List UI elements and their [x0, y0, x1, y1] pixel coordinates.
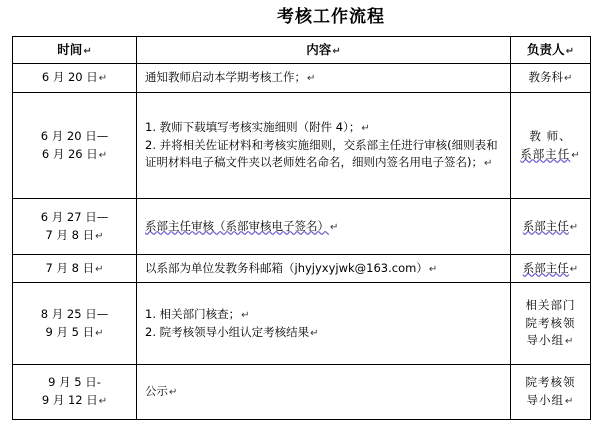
time-cell: 7 月 8 日↵	[13, 255, 137, 283]
list-item: 1. 相关部门核查；↵	[145, 306, 250, 321]
list-item: 1. 教师下载填写考核实施细则（附件 4）；↵	[145, 119, 370, 134]
time-cell: 6 月 20 日↵	[13, 64, 137, 93]
table-row	[13, 93, 591, 199]
content-cell	[137, 93, 511, 199]
time-cell: 8 月 25 日— 9 月 5 日↵	[13, 283, 137, 365]
table-row	[13, 199, 591, 255]
table-row	[13, 283, 591, 365]
owner-cell: 院考核领 导小组↵	[511, 365, 591, 420]
owner-cell: 系部主任↵	[511, 255, 591, 283]
content-cell: 公示↵	[137, 365, 511, 420]
table-row	[13, 64, 591, 93]
list-item: 2. 院考核领导小组认定考核结果↵	[145, 324, 319, 339]
content-cell	[137, 283, 511, 365]
table-row	[13, 365, 591, 420]
owner-cell: 教 师、 系部主任↵	[511, 93, 591, 199]
time-cell: 6 月 20 日— 6 月 26 日↵	[13, 93, 137, 199]
header-time: 时间↵	[13, 37, 137, 64]
header-content: 内容↵	[137, 37, 511, 64]
time-cell: 6 月 27 日— 7 月 8 日↵	[13, 199, 137, 255]
table-header-row	[13, 37, 591, 64]
content-cell: 以系部为单位发教务科邮箱（jhyjyxyjwk@163.com）↵	[137, 255, 511, 283]
content-cell: 通知教师启动本学期考核工作；↵	[137, 64, 511, 93]
workflow-table	[12, 36, 591, 420]
list-item: 2. 并将相关佐证材料和考核实施细则，交系部主任进行审核(细则表和证明材料电子稿文件夹以老师姓名命名，细则内签名用电子签名)；↵	[145, 137, 498, 170]
header-owner: 负责人↵	[511, 37, 591, 64]
table-row	[13, 255, 591, 283]
owner-cell: 教务科↵	[511, 64, 591, 93]
page-title: 考核工作流程	[277, 7, 385, 27]
owner-cell: 相关部门 院考核领 导小组↵	[511, 283, 591, 365]
time-cell: 9 月 5 日- 9 月 12 日↵	[13, 365, 137, 420]
content-cell: 系部主任审核（系部审核电子签名）↵	[137, 199, 511, 255]
owner-cell: 系部主任↵	[511, 199, 591, 255]
